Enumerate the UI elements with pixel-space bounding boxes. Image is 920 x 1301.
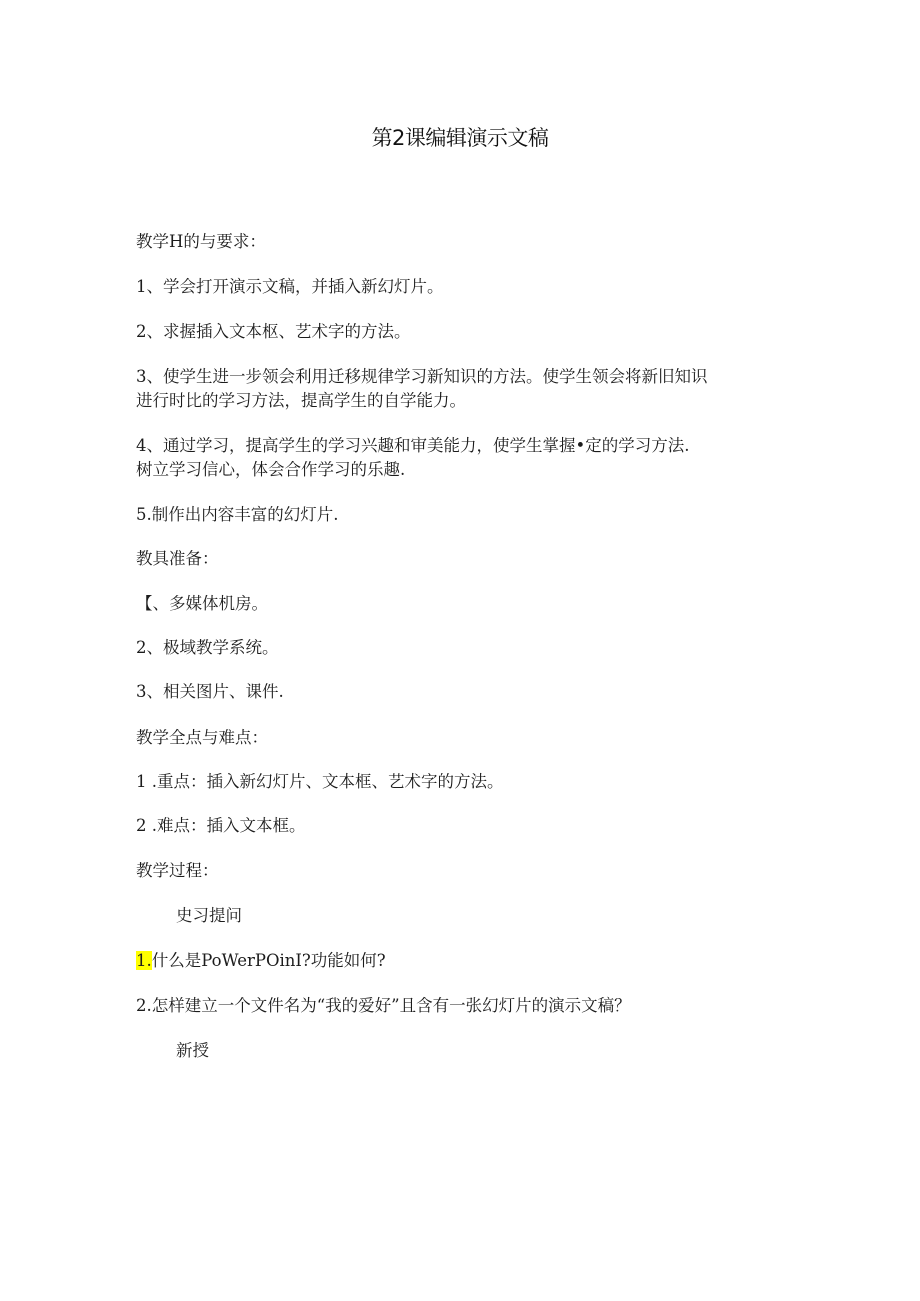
keypoint-item-1: 1 .重点：插入新幻灯片、文本框、艺术字的方法。 bbox=[136, 772, 504, 791]
process-heading: 教学过程： bbox=[136, 861, 219, 880]
goal-item-1: 1、学会打开演示文稿，并插入新幻灯片。 bbox=[136, 277, 444, 296]
goal-item-4-line-2: 树立学习信心，体会合作学习的乐趣. bbox=[136, 460, 406, 479]
keypoints-heading: 教学全点与难点： bbox=[136, 728, 268, 747]
goal-item-3-line-1: 3、使学生进一步领会利用迁移规律学习新知识的方法。使学生领会将新旧知识 bbox=[136, 367, 708, 386]
question-item-2: 2.怎样建立一个文件名为“我的爱好”且含有一张幻灯片的演示文稿？ bbox=[136, 996, 631, 1015]
tool-item-1: 【、多媒体机房。 bbox=[136, 594, 268, 613]
goal-item-3-line-2: 进行时比的学习方法，提高学生的自学能力。 bbox=[136, 391, 466, 410]
tools-heading: 教具准备： bbox=[136, 549, 219, 568]
question-1-text: 什么是PoWerPOinI?功能如何? bbox=[151, 951, 386, 970]
goal-item-5: 5.制作出内容丰富的幻灯片. bbox=[136, 505, 339, 524]
question-1-number-highlight: 1. bbox=[136, 951, 152, 970]
question-item-1 bbox=[136, 950, 386, 972]
tool-item-2: 2、极域教学系统。 bbox=[136, 638, 279, 657]
goals-heading: 教学H的与要求： bbox=[136, 232, 266, 251]
goal-item-2: 2、求握插入文本枢、艺术字的方法。 bbox=[136, 322, 411, 341]
review-heading: 史习提问 bbox=[176, 906, 242, 925]
document-title: 第2课编辑演示文稿 bbox=[371, 126, 549, 150]
goal-item-4-line-1: 4、通过学习，提高学生的学习兴趣和审美能力，使学生掌握•定的学习方法. bbox=[136, 436, 690, 455]
new-lesson-heading: 新授 bbox=[176, 1041, 209, 1060]
tool-item-3: 3、相关图片、课件. bbox=[136, 682, 284, 701]
keypoint-item-2: 2 .难点：插入文本框。 bbox=[136, 816, 306, 835]
